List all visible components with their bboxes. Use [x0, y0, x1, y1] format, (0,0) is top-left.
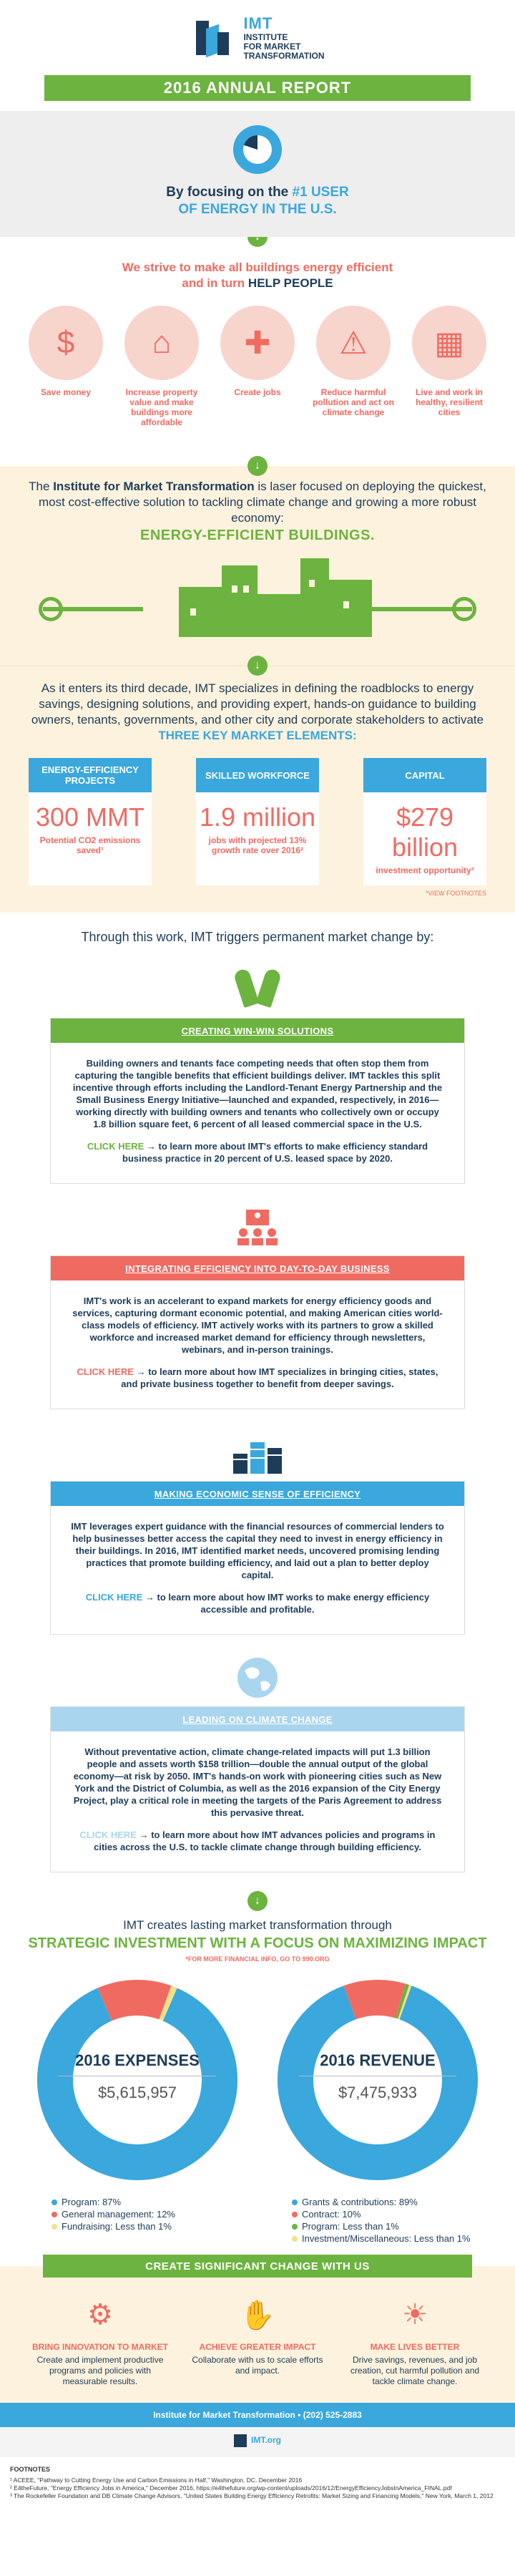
focus-section	[0, 466, 515, 666]
action-desc: Drive savings, revenues, and job creation, cut harmful pollution and tackle climate change.	[350, 2355, 480, 2386]
benefit-label: Increase property value and make buildings more affordable	[125, 387, 198, 427]
block-title: CREATING WIN-WIN SOLUTIONS	[51, 1019, 464, 1043]
arrow-down-icon: ↓	[247, 456, 268, 476]
creating-win-win-block	[50, 1018, 465, 1184]
card-sub: jobs with projected 13% growth rate over 2016²	[208, 835, 307, 855]
action-title: ACHIEVE GREATER IMPACT	[199, 2342, 316, 2352]
report-title-banner: 2016 ANNUAL REPORT	[57, 75, 458, 101]
intro-text: By focusing on the #1 USER OF ENERGY IN THE U.S.	[166, 185, 349, 217]
economic-sense-block	[50, 1481, 465, 1635]
block-body: IMT's work is an accelerant to expand markets for energy efficiency goods and services, capturing dormant economic potential, and making American cities world-class models of efficiency. IMT actively works with its partners to grow a skilled workforce and increased market demand for efficiency through newsletters, webinars, and in-person trainings.	[72, 1296, 443, 1355]
card-value: $279 billion	[391, 802, 458, 862]
view-footnotes-link[interactable]: *VIEW FOOTNOTES	[425, 890, 486, 897]
block-body: Building owners and tenants face competing needs that often stop them from capturing the tangible benefits that efficient buildings deliver. IMT tackles this split incentive through efforts including the Landlord-Tenant Energy Partnership and the Small Business Energy Initiative—launched and expanded, respectively, in 2016—working directly with building owners and tenants who collectively own or occupy 1.8 billion square feet, 6 percent of all leased commercial space in the U.S.	[72, 1058, 443, 1129]
expenses-legend	[52, 2196, 245, 2232]
benefit-item	[405, 306, 494, 427]
house-growth-icon: ⌂	[124, 306, 199, 380]
card-head: ENERGY-EFFICIENCY PROJECTS	[29, 758, 152, 792]
climate-change-block	[50, 1706, 465, 1872]
action-item	[190, 2295, 325, 2387]
create-change-section	[0, 2260, 515, 2403]
block-title: INTEGRATING EFFICIENCY INTO DAY-TO-DAY BUSINESS	[51, 1256, 464, 1280]
raised-hands-icon	[232, 965, 283, 1011]
benefit-label: Live and work in healthy, resilient cities	[415, 387, 484, 417]
block-body: Without preventative action, climate change-related impacts will put 1.3 billion people and assets worth $158 trillion—double the annual output of the global economy—at risk by 2050. IMT's hands-on work with pioneering cities such as New York and the District of Columbia, as well as the 2016 expansion of the City Energy Project, play a critical role in meeting the targets of the Paris Agreement to address this pervasive threat.	[73, 1746, 442, 1818]
revenue-legend	[292, 2196, 485, 2245]
footnotes	[0, 2457, 515, 2509]
logo-line2: FOR MARKET	[243, 42, 301, 52]
block-body: IMT leverages expert guidance with the financial resources of commercial lenders to help businesses better access the capital they need to invest in energy efficiency in their buildings. In 2016, IMT identified market needs, uncovered promising lending practices that promote building efficiency, and laid out a plan to better deploy capital.	[71, 1521, 444, 1580]
donut-slice-contract	[350, 1998, 401, 2003]
benefit-item	[309, 306, 398, 427]
logo-line3: TRANSFORMATION	[243, 51, 325, 61]
footer-contact[interactable]: Institute for Market Transformation • (202) 525-2883	[0, 2403, 515, 2427]
benefit-item	[117, 306, 206, 427]
legend-item: Program: Less than 1%	[292, 2220, 485, 2232]
briefcase-icon: ✚	[220, 306, 295, 380]
financial-charts	[0, 1973, 515, 2245]
legend-item: Investment/Miscellaneous: Less than 1%	[292, 2232, 485, 2245]
actions-list	[0, 2289, 515, 2387]
imt-logo-mark	[190, 16, 233, 59]
chart-total: $7,475,933	[338, 2084, 418, 2101]
card-value: 300 MMT	[35, 802, 145, 832]
block-title: MAKING ECONOMIC SENSE OF EFFICIENCY	[51, 1482, 464, 1506]
energy-pie-icon	[233, 125, 282, 174]
action-title: MAKE LIVES BETTER	[370, 2342, 460, 2352]
strategic-highlight: STRATEGIC INVESTMENT WITH A FOCUS ON MAXIMIZING IMPACT	[28, 1935, 487, 1951]
legend-item: Program: 87%	[52, 2196, 245, 2208]
chart-title: 2016 REVENUE	[299, 2051, 456, 2076]
through-section	[0, 913, 515, 945]
chart-total: $5,615,957	[97, 2084, 177, 2101]
globe-icon	[0, 1649, 515, 1706]
create-change-ribbon: CREATE SIGNIFICANT CHANGE WITH US	[43, 2255, 472, 2278]
donut-slice-investment-miscellaneous	[403, 2002, 406, 2003]
focus-highlight: ENERGY-EFFICIENT BUILDINGS.	[140, 528, 375, 543]
action-desc: Create and implement productive programs and policies with measurable results.	[36, 2355, 164, 2386]
window-icon: ▦	[412, 306, 486, 380]
smokestack-icon: ⚠	[316, 306, 391, 380]
card-head: CAPITAL	[363, 758, 486, 792]
integrating-efficiency-block	[50, 1255, 465, 1409]
piggy-bank-icon: $	[29, 306, 103, 380]
green-city-icon	[29, 551, 486, 651]
footnote-item: ³ The Rockefeller Foundation and DB Climate Change Advisors, "United States Building Energy Efficiency Retrofits: Market Sizing and Financing Models," New York, March 1, 2012	[10, 2492, 494, 2499]
donut-slice-general-management	[104, 1998, 165, 2004]
focus-text: The Institute for Market Transformation is laser focused on deploying the quickest, most cost-effective solution to tackling climate change and growing a more robust economy:	[29, 480, 486, 525]
sunrise-icon: ☀	[402, 2299, 428, 2330]
block-link-text: → to learn more about how IMT specializes in bringing cities, states, and private business together to benefit from deeper savings.	[121, 1366, 438, 1389]
action-desc: Collaborate with us to scale efforts and impact.	[192, 2355, 323, 2376]
benefit-label: Save money	[40, 387, 92, 397]
financial-info-link[interactable]: *FOR MORE FINANCIAL INFO, GO TO 990.ORG	[185, 1955, 330, 1963]
card-sub: investment opportunity³	[376, 865, 474, 875]
donut-slice-program	[401, 2001, 403, 2002]
footer-site[interactable]: IMT.org	[0, 2427, 515, 2457]
strategic-line: IMT creates lasting market transformation through	[123, 1918, 392, 1932]
action-item	[32, 2295, 168, 2387]
click-here-link[interactable]: CLICK HERE	[79, 1829, 137, 1840]
card-value: 1.9 million	[199, 802, 316, 832]
intro-section	[0, 111, 515, 237]
imt-small-logo-icon	[234, 2434, 247, 2447]
through-text: Through this work, IMT triggers permanent market change by:	[81, 930, 434, 944]
mission-text: We strive to make all buildings energy efficient and in turn HELP PEOPLE	[122, 261, 393, 290]
logo-line1: INSTITUTE	[243, 32, 288, 42]
logo-acronym: IMT	[243, 14, 273, 32]
benefit-label: Reduce harmful pollution and act on climate change	[313, 387, 394, 417]
mission-section	[0, 247, 515, 446]
footnote-item: ² E4theFuture, "Energy Efficiency Jobs in America," December 2016, https://e4thefuture.org/wp-content/uploads/2016/12/EnergyEfficiencyJobsInAmerica_FINAL.pdf	[10, 2484, 452, 2492]
footnotes-heading: FOOTNOTES	[10, 2466, 50, 2473]
benefit-item	[21, 306, 110, 427]
card-sub: Potential CO2 emissions saved¹	[39, 835, 141, 855]
click-here-link[interactable]: CLICK HERE	[87, 1141, 144, 1152]
block-title: LEADING ON CLIMATE CHANGE	[51, 1707, 464, 1731]
revenue-chart	[270, 1973, 485, 2245]
action-title: BRING INNOVATION TO MARKET	[32, 2342, 168, 2352]
legend-item: General management: 12%	[52, 2208, 245, 2220]
market-elements-section	[0, 666, 515, 913]
legend-item: Fundraising: Less than 1%	[52, 2220, 245, 2232]
strategic-investment-section	[0, 1872, 515, 1963]
element-card	[363, 758, 486, 885]
expenses-chart	[30, 1973, 245, 2245]
click-here-link[interactable]: CLICK HERE	[85, 1592, 143, 1603]
block-link-text: → to learn more about how IMT works to make energy efficiency accessible and profitable.	[144, 1592, 430, 1615]
meeting-icon	[0, 1198, 515, 1255]
handshake-icon: ✋	[240, 2299, 275, 2331]
click-here-link[interactable]: CLICK HERE	[77, 1366, 134, 1377]
donut-slice-fundraising	[165, 2003, 170, 2005]
market-element-cards	[20, 758, 495, 885]
benefit-item	[213, 306, 302, 427]
imt-logo-text	[243, 14, 324, 61]
element-card	[196, 758, 319, 885]
block-link-text: → to learn more about how IMT advances policies and programs in cities across the U.S. to tackle climate change through building efficiency.	[94, 1829, 436, 1852]
innovation-icon: ⚙	[87, 2299, 113, 2330]
benefit-label: Create jobs	[234, 387, 281, 397]
benefits-list	[21, 306, 494, 427]
arrow-down-icon: ↓	[247, 1891, 268, 1911]
decade-text: As it enters its third decade, IMT specializes in defining the roadblocks to energy savings, designing solutions, and providing expert, hands-on guidance to building owners, tenants, governments, and other city and corporate stakeholders to activate THREE KEY MARKET ELEMENTS:	[31, 681, 484, 742]
action-item	[347, 2295, 483, 2387]
header	[0, 0, 515, 75]
footnote-item: ¹ ACEEE, "Pathway to Cutting Energy Use and Carbon Emissions in Half," Washington, DC. December 2016	[10, 2477, 303, 2484]
element-card	[29, 758, 152, 885]
legend-item: Contract: 10%	[292, 2208, 485, 2220]
chart-title: 2016 EXPENSES	[59, 2051, 216, 2076]
card-head: SKILLED WORKFORCE	[196, 758, 319, 792]
arrow-down-icon: ↓	[247, 656, 268, 676]
block-link-text: → to learn more about IMT's efforts to make efficiency standard business practice in 20 percent of U.S. leased space by 2020.	[122, 1141, 428, 1164]
legend-item: Grants & contributions: 89%	[292, 2196, 485, 2208]
coin-stack-icon	[0, 1424, 515, 1481]
